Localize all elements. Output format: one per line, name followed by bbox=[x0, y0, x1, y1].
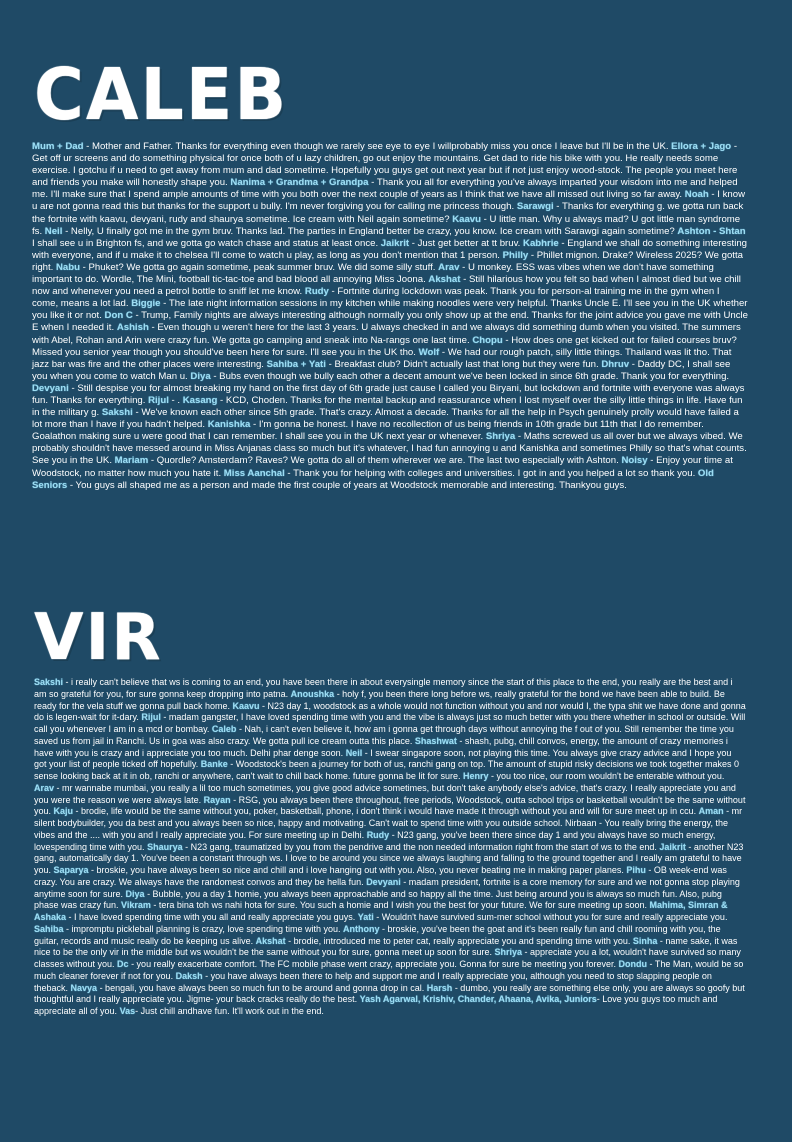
recipient-name: Vas bbox=[119, 1006, 136, 1016]
message-text: - i really can't believe that ws is coming to an end, you have been there in about everysingle memory since the start of this place to the end, you really are the best and i am so grateful for you, for sure gonna keep dropping into patna. bbox=[34, 677, 733, 699]
recipient-name: Rudy bbox=[304, 286, 329, 298]
recipient-name: Sakshi bbox=[34, 677, 64, 687]
message-text: - madam gangster, I have loved spending time with you and the vibe is always just so much better with you there whether in school or outside. Will call you whenever I am in a mcd or bombay. bbox=[34, 712, 746, 734]
message-text: - broskie, you've been the goat and it's been really fun and chill rooming with you, the guitar, records and music really do be keeping us alive. bbox=[34, 923, 721, 946]
recipient-name: Harsh bbox=[426, 982, 453, 993]
message-text: - Enjoy your time at Woodstock, no matter how much you hate it. bbox=[32, 455, 733, 479]
recipient-name: Sahiba bbox=[34, 923, 64, 934]
message-text: - Fortnite during lockdown was peak. Thank you for person-al training me in the gym when I come, means a lot lad. bbox=[32, 286, 720, 310]
message-text: - Still hilarious how you felt so bad when I almost died but we chill now and whenever you need a petrol bottle to sniff let me know. bbox=[32, 274, 741, 298]
message-text: - Bubble, you a day 1 homie, you always been approachable and so happy all the time. Just being around you is always so much fun. Also, pubg phase was crazy fun. bbox=[34, 888, 722, 911]
message-text: - Nelly, U finally got me in the gym bruv. Thanks lad. The parties in England better be crazy, you know. Ice cream with Sarawgi again sometime? bbox=[62, 225, 678, 237]
message-text: - madam president, fortnite is a core memory for sure and we not gonna stop playing anytime soon for sure. bbox=[34, 876, 740, 899]
recipient-name: Akshat bbox=[428, 274, 461, 286]
recipient-name: Dondu bbox=[618, 959, 647, 969]
recipient-name: Dhruv bbox=[601, 358, 630, 370]
recipient-name: Nanima + Grandma + Grandpa bbox=[230, 177, 369, 189]
recipient-name: Philly bbox=[502, 249, 529, 261]
message-text: - bengali, you have always been so much fun to be around and gonna drop in cal. bbox=[97, 982, 427, 993]
message-text: - Mother and Father. Thanks for everything even though we rarely see eye to eye I willprobably miss you once I leave but I'll be in the UK. bbox=[83, 141, 672, 152]
message-text: - N23 gang, you've been there since day 1 and you always have so much energy, lovespending time with you. bbox=[34, 829, 716, 852]
recipient-name: Biggie bbox=[131, 298, 161, 310]
message-text: - Just chill andhave fun. It'll work out in the end. bbox=[135, 1006, 324, 1016]
recipient-name: Mum + Dad bbox=[32, 141, 84, 152]
message-text: I shall see u in Brighton fs, and we gotta go watch chase and status at least once. bbox=[32, 237, 381, 249]
recipient-name: Don C bbox=[104, 310, 133, 322]
recipient-name: Sahiba + Yati bbox=[266, 358, 326, 370]
recipient-name: Old Seniors bbox=[32, 467, 714, 491]
recipient-name: Shriya bbox=[494, 947, 522, 958]
message-text: - Quordle? Amsterdam? Raves? We gotta do all of them wherever we are. The last two especially with Ashton. bbox=[148, 455, 622, 467]
recipient-name: Aman bbox=[698, 806, 724, 817]
recipient-name: Sinha bbox=[632, 935, 658, 946]
recipient-name: Arav bbox=[438, 261, 460, 273]
recipient-name: Chopu bbox=[472, 334, 503, 346]
recipient-name: Banke bbox=[200, 759, 228, 770]
recipient-name: Yati bbox=[357, 912, 374, 922]
recipient-name: Sakshi bbox=[101, 407, 133, 419]
message-text: - another N23 gang, automatically day 1. You've been a constant through ws. I love to be around you since we always laughing and falling to the ground together and I really am grateful to have you. bbox=[34, 841, 744, 875]
message-text: - Phuket? We gotta go again sometime, peak summer bruv. We did some silly stuff. bbox=[79, 261, 439, 273]
message-text: - U monkey. ESS was vibes when we don't have something important to do. Wordle, The Mini, football tic-tac-toe and bad blood all annoying Miss Joona. bbox=[32, 261, 714, 286]
message-text: - Still despise you for almost breaking my hand on the first day of 6th grade just cause I called you Biryani, but lockdown and fortnite with everyone was always fun. Thanks for everything. bbox=[32, 382, 745, 406]
recipient-name: Neil bbox=[345, 747, 363, 758]
message-text: - dumbo, you really are something else only, you are always so goofy but thoughtful and I really appreciate you. Jigme- your back cracks really do the best. bbox=[34, 982, 745, 1005]
message-text: - brodie, introduced me to peter cat, really appreciate you and spending time with you. bbox=[285, 935, 633, 946]
recipient-name: Pihu bbox=[626, 865, 646, 875]
recipient-name: Noah bbox=[684, 189, 709, 201]
message-text: - name sake, it was nice to be the only vir in the middle but ws wouldn't be the same without you for sure, gonna meet up soon for sure. bbox=[34, 935, 738, 958]
recipient-name: Diya bbox=[125, 888, 145, 899]
recipient-name: Caleb bbox=[211, 724, 237, 734]
message-text: - Bubs even though we bully each other a decent amount we've been locked in since 6th grade. Thank you for everything. bbox=[210, 370, 730, 382]
recipient-name: Ashton - Shtan bbox=[677, 225, 746, 237]
message-text: - Phillet mignon. Drake? Wireless 2025? We gotta right. bbox=[32, 249, 743, 273]
recipient-name: Ellora + Jago bbox=[671, 141, 732, 152]
recipient-name: Saparya bbox=[53, 865, 89, 875]
message-text: - mr silent bodybuilder, you da best and you always been so nice, happy and motivating. Can't wait to spend time with you outside school. Nirbaan - You really bring the energy, the vibes and the .... with you and I really appreciate you. For sure meeting up in Delhi. bbox=[34, 806, 743, 840]
message-text: - Breakfast club? Didn't actually last that long but they were fun. bbox=[325, 358, 602, 370]
recipient-name: Henry bbox=[462, 771, 489, 781]
message-text: - The late night information sessions in my kitchen while making noodles were very helpful. Thanks Uncle E. I'll see you in the UK whether you like it or not. bbox=[32, 298, 748, 322]
message-text: - Thanks for everything g. we gotta run back the fortnite with kaavu, devyani, rudy and shaurya sometime. Ice cream with Neil again sometime? bbox=[32, 201, 744, 225]
message-text: - Nah, i can't even believe it, how am i gonna get through days without annoying the f out of you. Still remember the time you saved us from jail in Ranchi. Us in goa was also crazy. We gotta pull ice cream outta this place. bbox=[34, 724, 734, 746]
message-text: - Wouldn't have survived sum-mer school without you for sure and really appreciate you. bbox=[373, 912, 728, 922]
caleb-messages bbox=[32, 141, 748, 492]
recipient-name: Jaikrit bbox=[380, 237, 410, 249]
message-text: - Thank you for helping with colleges and universities. I got in and you helped a lot so thank you. bbox=[284, 467, 698, 479]
recipient-name: Kaavu bbox=[232, 700, 260, 711]
vir-messages bbox=[34, 677, 746, 1018]
recipient-name: Devyani bbox=[366, 876, 401, 887]
recipient-name: Rayan bbox=[203, 794, 231, 805]
message-text: - holy f, you been there long before ws, really grateful for the bond we have been able to build. Be ready for the vela stuff we gonna pull back home. bbox=[34, 688, 725, 711]
message-text: - mr wannabe mumbai, you really a lil too much sometimes, you give good advice sometimes, but don't take anybody else's advice, that's crazy. I really appreciate you and you were the reason we were always late. bbox=[34, 782, 736, 805]
recipient-name: Noisy bbox=[621, 455, 648, 467]
message-text: - Maths screwed us all over but we always vibed. We probably shouldn't have messed around in Miss Anjanas class so much but it's whatever, I had fun annoying u and Kanishka and sometimes Philly so that's what counts. See you in the UK. bbox=[32, 431, 747, 467]
recipient-name: Mariam bbox=[114, 455, 149, 467]
recipient-name: Neil bbox=[44, 225, 63, 237]
recipient-name: Sarawgi bbox=[516, 201, 554, 213]
message-text: - you have always been there to help and support me and I really appreciate you, although you need to stop slapping people on theback. bbox=[34, 970, 712, 993]
message-text: - We've known each other since 5th grade. That's crazy. Almost a decade. Thanks for all the help in Psych genuinely prolly would have failed a lot more than I have if you hadn't helped. bbox=[32, 407, 739, 431]
message-text: - RSG, you always been there throughout, free periods, Woodstock, outta school trips or basketball wouldn't be the same without you. bbox=[34, 794, 746, 817]
recipient-name: Devyani bbox=[32, 382, 69, 394]
message-text: - We had our rough patch, silly little things. Thailand was lit tho. That jazz bar was fire and the other places were interesting. bbox=[32, 346, 732, 370]
message-text: - I'm gonna be honest. I have no recollection of us being friends in 10th grade but 11th that I do remember. Goalathon making sure u were good that I can remember. I shall see you in the UK next year or whenever. bbox=[32, 419, 704, 443]
recipient-name: Yash Agarwal, Krishiv, Chander, Ahaana, Avika, Juniors bbox=[359, 994, 597, 1005]
message-text: - I swear singapore soon, not playing this time. You always give crazy advice and I hope you got your list of people ticked off hopefully. bbox=[34, 747, 732, 770]
message-text: - brodie, life would be the same without you, poker, basketball, phone, i don't think i would have made it through without you and will for sure meet up in ccu. bbox=[73, 806, 699, 817]
recipient-name: Rudy bbox=[366, 829, 390, 840]
message-text: - How does one get kicked out for failed courses bruv? Missed you senior year though you should've been here for sure. I'll see you in the UK tho. bbox=[32, 334, 737, 358]
recipient-name: Dc bbox=[117, 959, 129, 969]
message-text: - Daddy DC, I shall see you when you come to watch Man u. bbox=[32, 358, 731, 382]
recipient-name: Kasang bbox=[182, 394, 218, 406]
message-text: - impromptu pickleball planning is crazy, love spending time with you. bbox=[63, 923, 343, 934]
vir-heading: VIR bbox=[34, 601, 163, 675]
message-text: - Love you guys too much and appreciate all of you. bbox=[34, 994, 718, 1016]
message-text: - Even though u weren't here for the last 3 years. U always checked in and we always did something dumb when you visited. The summers with Abel, Rohan and Arin were crazy fun. We gotta go camping and sneak into Na-rangs one last time. bbox=[32, 322, 741, 346]
recipient-name: Diya bbox=[190, 370, 211, 382]
recipient-name: Jaikrit bbox=[659, 841, 686, 852]
message-text: - tera bina toh ws nahi hota for sure. You such a homie and I wish you the best for your future. We for sure meeting up soon. bbox=[150, 900, 650, 911]
message-text: - Trump, Family nights are always interesting although normally you only show up at the end. Thanks for the joint advice you gave me with Uncle E when I needed it. bbox=[32, 310, 748, 334]
message-text: - The Man, would be so much cleaner forever if not for you. bbox=[34, 959, 744, 981]
message-text: - England we shall do something interesting with everyone, and if u make it to chelsea I'll come to watch u play, as long as you don't mention that 1 person. bbox=[32, 237, 748, 261]
message-text: - OB week-end was crazy. You are crazy. We always have the randomest convos and they be hella fun. bbox=[34, 865, 727, 887]
recipient-name: Kanishka bbox=[207, 419, 251, 431]
recipient-name: Miss Aanchal bbox=[223, 467, 285, 479]
recipient-name: Nabu bbox=[56, 261, 80, 273]
message-text: - N23 gang, traumatized by you from the pendrive and the non needed information right from the start of ws to the end. bbox=[182, 841, 660, 852]
message-text: - appreciate you a lot, wouldn't have survived so many classes without you. bbox=[34, 947, 741, 969]
recipient-name: Kabhrie bbox=[523, 237, 559, 249]
message-text: - you too nice, our room wouldn't be enterable without you. bbox=[488, 771, 725, 781]
recipient-name: Ashish bbox=[116, 322, 149, 334]
recipient-name: Kaju bbox=[53, 806, 74, 817]
message-text: - I have loved spending time with you all and really appreciate you guys. bbox=[66, 912, 358, 922]
recipient-name: Akshat bbox=[255, 935, 286, 946]
recipient-name: Navya bbox=[70, 982, 98, 993]
recipient-name: Anthony bbox=[342, 923, 380, 934]
message-text: - You guys all shaped me as a person and made the first couple of years at Woodstock memorable and interesting. Thankyou guys. bbox=[67, 479, 627, 491]
recipient-name: Daksh bbox=[175, 970, 203, 981]
message-text: - N23 day 1, woodstock as a whole would not function without you and nor would I, the typa shit we have done and gonna do is legen-wait for it-dary. bbox=[34, 700, 746, 723]
recipient-name: Kaavu bbox=[452, 213, 481, 225]
message-text: - I know u are not gonna read this but thanks for the support u bully. I'm never forgiving you for calling me princess though. bbox=[32, 189, 746, 213]
message-text: - Thank you all for everything you've always imparted your wisdom into me and helped me. I'll make sure that I spend ample amounts of time with you both over the next couple of years as I think that we have all missed out living so far away. bbox=[32, 177, 738, 201]
recipient-name: Arav bbox=[34, 782, 55, 793]
recipient-name: Vikram bbox=[121, 900, 151, 911]
recipient-name: Rijul bbox=[141, 712, 161, 723]
message-text: - . bbox=[168, 394, 183, 406]
message-text: - Get off ur screens and do something physical for once both of u lazy children, go out enjoy the mountains. Get dad to ride his bike with you. He really needs some exercise. I gotchu if u need to get away from mum and dad sometime. Hopefully you guys get out next year but if not just enjoy wood-stock. The people you meet here and friends you make will honestly shape you. bbox=[32, 141, 738, 189]
message-text: - broskie, you have always been so nice and chill and i love hanging out with you. Also, you never beating me in making paper planes. bbox=[88, 865, 627, 875]
recipient-name: Shaurya bbox=[147, 841, 183, 852]
recipient-name: Mahima, Simran & Ashaka bbox=[34, 900, 728, 922]
recipient-name: Shashwat bbox=[414, 735, 457, 746]
message-text: - Woodstock's been a journey for both of us, ranchi gang on top. The amount of stupid risky decisions we took together makes 0 sense looking back at it in ob, ranchi or anywhere, can't wait to chill back home. future gonna be lit for sure. bbox=[34, 759, 739, 781]
recipient-name: Anoushka bbox=[290, 688, 335, 699]
recipient-name: Rijul bbox=[148, 394, 169, 406]
message-text: - KCD, Choden. Thanks for the mental backup and reassurance when I lost myself over the silly little things in life. Have fun in the military g. bbox=[32, 394, 743, 419]
message-text: - Just get better at tt bruv. bbox=[409, 237, 524, 249]
message-text: - shash, pubg, chill convos, energy, the amount of crazy memories i have with you is crazy and i appreciate you too much. Delhi phar denge soon. bbox=[34, 735, 728, 758]
message-text: - you really exacerbate comfort. The FC mobile phase went crazy, appreciate you. Gonna for sure be meeting you forever. bbox=[128, 959, 619, 969]
message-text: - U little man. Why u always mad? U got little man syndrome fs. bbox=[32, 213, 741, 237]
recipient-name: Wolf bbox=[418, 346, 440, 358]
caleb-heading: CALEB bbox=[34, 54, 289, 137]
recipient-name: Shriya bbox=[485, 431, 516, 443]
